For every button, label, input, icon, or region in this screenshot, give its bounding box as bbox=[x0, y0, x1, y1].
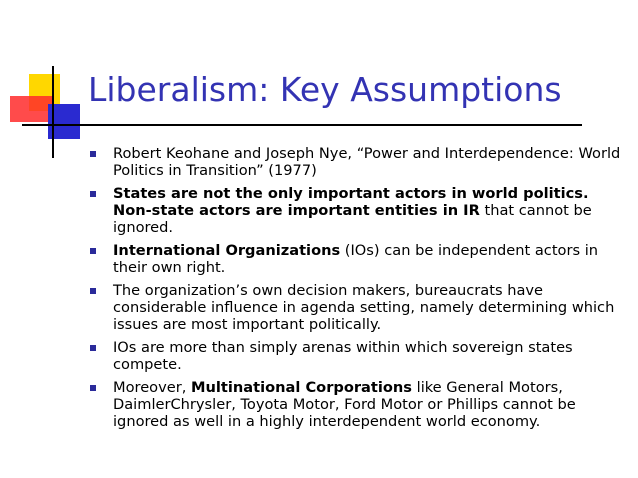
bullet-text: that cannot be ignored. bbox=[113, 202, 592, 236]
bullet-item bbox=[88, 379, 623, 430]
square-bullet-icon bbox=[90, 288, 96, 294]
square-bullet-icon bbox=[90, 191, 96, 197]
bullet-text: like General Motors, DaimlerChrysler, Toyota Motor, Ford Motor or Phillips cannot be ignored as well in a highly interdependent world economy. bbox=[113, 379, 576, 430]
bullet-item bbox=[88, 339, 623, 373]
square-bullet-icon bbox=[90, 385, 96, 391]
bullet-item bbox=[88, 145, 623, 179]
slide-title: Liberalism: Key Assumptions bbox=[88, 70, 562, 109]
square-bullet-icon bbox=[90, 345, 96, 351]
vertical-rule bbox=[52, 66, 54, 158]
square-bullet-icon bbox=[90, 248, 96, 254]
bullet-item bbox=[88, 282, 623, 333]
bullet-bold-text: States are not the only important actors in world politics. Non-state actors are important entities in IR bbox=[113, 185, 589, 219]
title-underline-rule bbox=[22, 124, 582, 126]
bullet-text: Moreover, bbox=[113, 379, 191, 396]
bullet-item bbox=[88, 185, 623, 236]
bullet-bold-text: Multinational Corporations bbox=[191, 379, 412, 396]
bullet-text: (IOs) can be independent actors in their own right. bbox=[113, 242, 599, 276]
bullet-text: The organization’s own decision makers, bureaucrats have considerable influence in agenda setting, namely determining which issues are most important politically. bbox=[113, 282, 615, 333]
bullet-list bbox=[88, 145, 623, 436]
square-bullet-icon bbox=[90, 151, 96, 157]
bullet-bold-text: International Organizations bbox=[113, 242, 341, 259]
bullet-item bbox=[88, 242, 623, 276]
bullet-text: Robert Keohane and Joseph Nye, “Power and Interdependence: World Politics in Transition” (1977) bbox=[113, 145, 621, 179]
bullet-text: IOs are more than simply arenas within which sovereign states compete. bbox=[113, 339, 573, 373]
